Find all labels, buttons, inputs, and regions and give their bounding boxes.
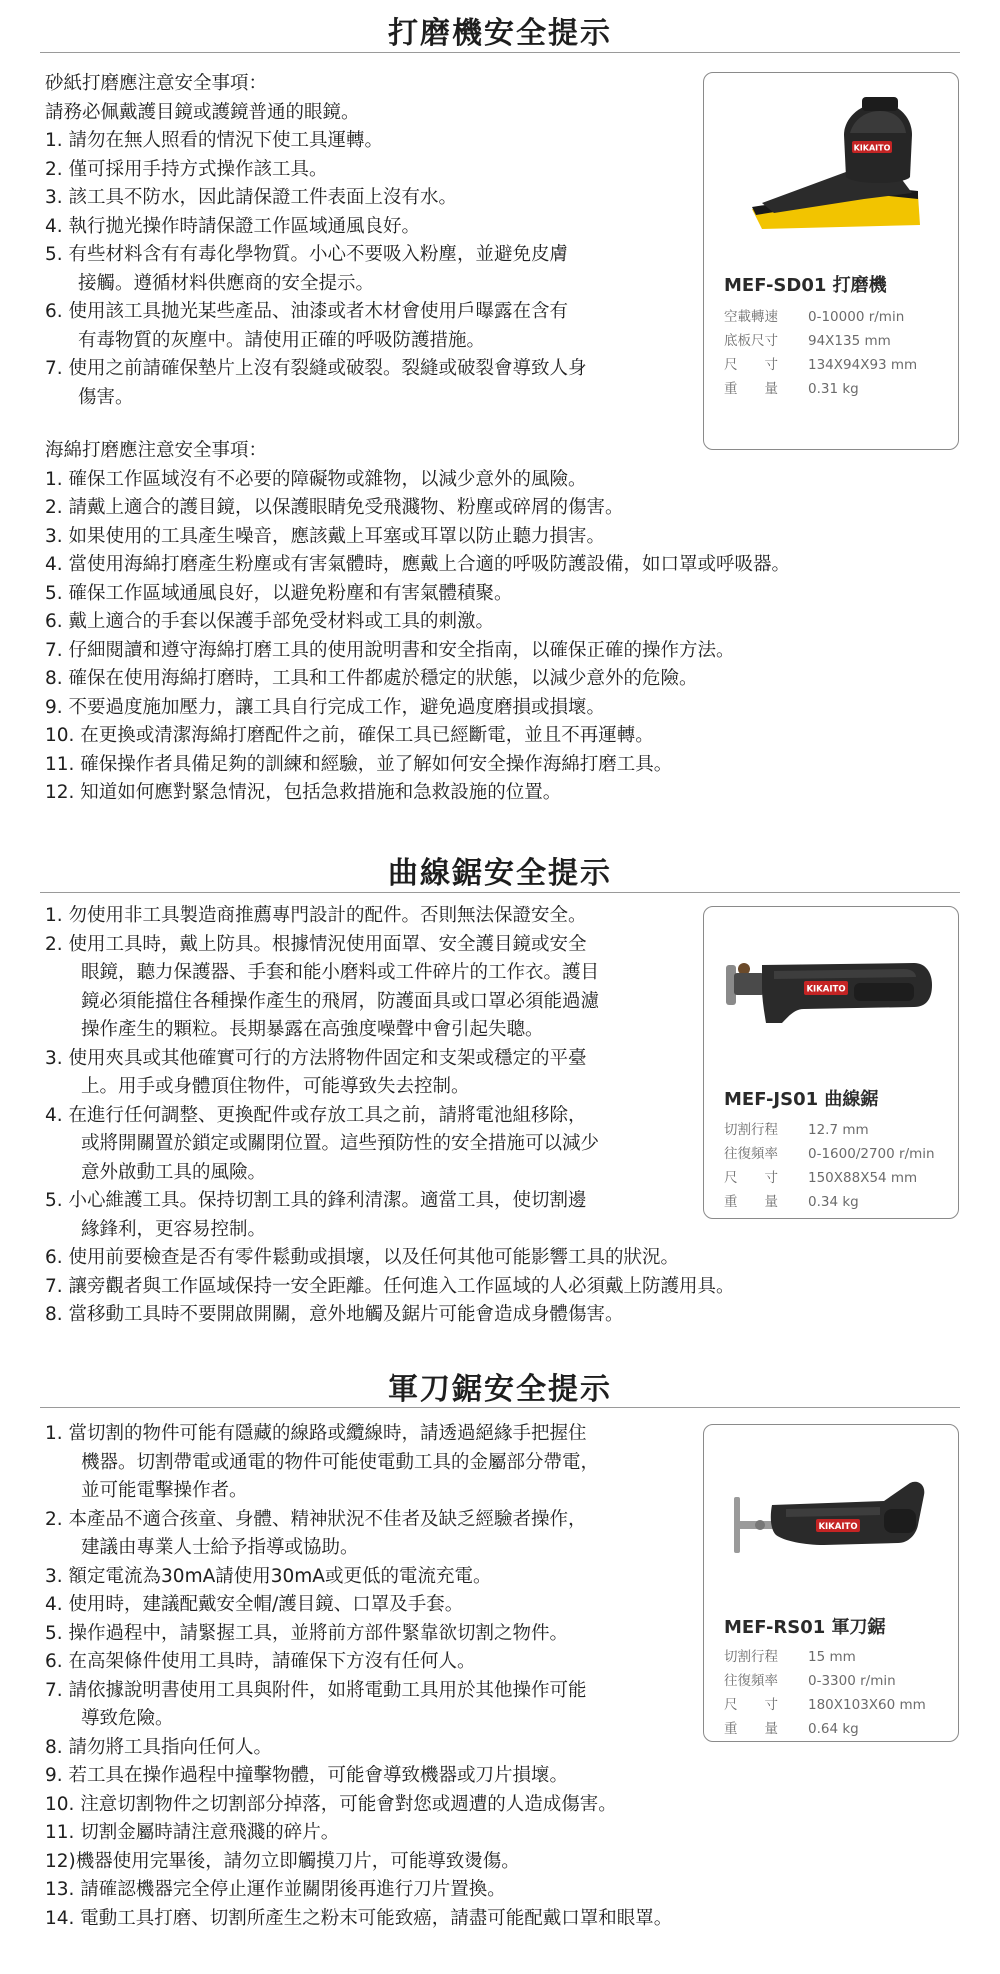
spec-value: 0-1600/2700 r/min [808, 1146, 935, 1162]
notes-heading: 海綿打磨應注意安全事項： [45, 440, 268, 461]
note-line: 意外啟動工具的風險。 [81, 1161, 267, 1183]
note-line: 7. 請依據說明書使用工具與附件，如將電動工具用於其他操作可能 [45, 1679, 587, 1701]
spec-card-jigsaw [703, 906, 959, 1219]
note-line: 1. 請勿在無人照看的情況下使工具運轉。 [45, 130, 384, 151]
reciprocating-saw-notes [45, 1420, 672, 1933]
note-line: 7. 讓旁觀者與工作區域保持一安全距離。任何進入工作區域的人必須戴上防護用具。 [45, 1275, 735, 1297]
spec-label: 切割行程 [724, 1122, 778, 1138]
spec-row [724, 1693, 926, 1713]
spec-row [724, 1645, 856, 1665]
jigsaw-notes [45, 902, 735, 1330]
section-title-reciprocating-saw: 軍刀鋸安全提示 [388, 1372, 612, 1407]
spec-value: 134X94X93 mm [808, 357, 918, 373]
note-line: 6. 戴上適合的手套以保護手部免受材料或工具的刺激。 [45, 611, 495, 632]
section-title-jigsaw: 曲線鋸安全提示 [388, 856, 612, 891]
spec-label: 尺 寸 [724, 1170, 778, 1186]
spec-card-reciprocating-saw [703, 1424, 959, 1742]
note-line: 7. 仔細閱讀和遵守海綿打磨工具的使用說明書和安全指南，以確保正確的操作方法。 [45, 639, 735, 661]
spec-label: 切割行程 [724, 1649, 778, 1665]
note-line: 6. 使用前要檢查是否有零件鬆動或損壞，以及任何其他可能影響工具的狀況。 [45, 1247, 680, 1268]
note-line: 並可能電擊操作者。 [81, 1480, 248, 1501]
note-line: 6. 在高架條件使用工具時，請確保下方沒有任何人。 [45, 1651, 476, 1672]
note-line: 1. 勿使用非工具製造商推薦專門設計的配件。否則無法保證安全。 [45, 905, 587, 926]
note-line: 1. 當切割的物件可能有隱藏的線路或纜線時，請透過絕緣手把握住 [45, 1423, 587, 1444]
spec-label: 空載轉速 [724, 309, 778, 325]
note-line: 2. 僅可採用手持方式操作該工具。 [45, 158, 328, 180]
note-line: 4. 使用時，建議配戴安全帽/護目鏡、口罩及手套。 [45, 1594, 464, 1615]
section-title-sander: 打磨機安全提示 [388, 16, 612, 51]
model-name: MEF-JS01 曲線鋸 [724, 1089, 879, 1110]
note-line: 上。用手或身體頂住物件，可能導致失去控制。 [81, 1076, 470, 1097]
jigsaw-product-image [704, 907, 960, 1067]
note-line: 6. 使用該工具拋光某些產品、油漆或者木材會使用戶曝露在含有 [45, 301, 569, 322]
spec-row [724, 1669, 896, 1689]
spec-label: 尺 寸 [724, 1697, 778, 1713]
note-line: 眼鏡，聽力保護器、手套和能小磨料或工件碎片的工作衣。護目 [81, 962, 600, 983]
spec-row [724, 1190, 859, 1210]
spec-label: 底板尺寸 [724, 333, 778, 349]
note-line: 12. 知道如何應對緊急情況，包括急救措施和急救設施的位置。 [45, 782, 562, 803]
note-line: 5. 小心維護工具。保持切割工具的鋒利清潔。適當工具，使切割邊 [45, 1190, 587, 1211]
notes-heading: 砂紙打磨應注意安全事項： [45, 73, 268, 94]
note-line: 操作產生的顆粒。長期暴露在高強度噪聲中會引起失聰。 [81, 1019, 544, 1040]
note-line: 11. 切割金屬時請注意飛濺的碎片。 [45, 1822, 340, 1843]
note-line: 10. 在更換或清潔海綿打磨配件之前，確保工具已經斷電，並且不再運轉。 [45, 725, 654, 746]
spec-value: 0.64 kg [808, 1721, 859, 1737]
spec-value: 150X88X54 mm [808, 1170, 918, 1186]
note-line: 3. 額定電流為30mA請使用30mA或更低的電流充電。 [45, 1565, 492, 1587]
note-line: 鏡必須能擋住各種操作產生的飛屑，防護面具或口罩必須能過濾 [81, 990, 600, 1012]
spec-row [724, 1717, 859, 1737]
spec-card-sander [703, 72, 959, 450]
note-line: 導致危險。 [81, 1708, 174, 1729]
note-line: 8. 當移動工具時不要開啟開關，意外地觸及鋸片可能會造成身體傷害。 [45, 1304, 624, 1325]
reciprocating-saw-product-image [704, 1425, 960, 1600]
sander-sandpaper-notes [45, 70, 587, 412]
spec-row [724, 1166, 917, 1186]
note-line: 10. 注意切割物件之切割部分掉落，可能會對您或週遭的人造成傷害。 [45, 1793, 617, 1815]
note-line: 4. 在進行任何調整、更換配件或存放工具之前，請將電池組移除， [45, 1104, 587, 1126]
note-line: 5. 操作過程中，請緊握工具，並將前方部件緊靠欲切割之物件。 [45, 1622, 569, 1644]
note-line: 機器。切割帶電或通電的物件可能使電動工具的金屬部分帶電， [81, 1451, 600, 1473]
spec-value: 0.31 kg [808, 381, 859, 397]
title-divider [40, 1407, 960, 1408]
spec-label: 尺 寸 [724, 357, 778, 373]
note-line: 8. 確保在使用海綿打磨時，工具和工件都處於穩定的狀態，以減少意外的危險。 [45, 668, 698, 689]
spec-label: 重 量 [724, 381, 778, 397]
spec-value: 15 mm [808, 1649, 856, 1665]
spec-value: 180X103X60 mm [808, 1697, 926, 1713]
spec-row [724, 377, 859, 397]
note-line: 9. 若工具在操作過程中撞擊物體，可能會導致機器或刀片損壞。 [45, 1765, 569, 1786]
sander-sponge-notes [45, 437, 790, 808]
spec-value: 0-10000 r/min [808, 309, 905, 325]
spec-row [724, 353, 917, 373]
note-line: 或將開關置於鎖定或關閉位置。這些預防性的安全措施可以減少 [81, 1133, 600, 1154]
note-line: 請務必佩戴護目鏡或護鏡普通的眼鏡。 [45, 101, 360, 123]
note-line: 12)機器使用完畢後，請勿立即觸摸刀片，可能導致燙傷。 [45, 1850, 520, 1872]
spec-value: 94X135 mm [808, 333, 891, 349]
spec-label: 往復頻率 [724, 1673, 778, 1689]
note-line: 3. 該工具不防水，因此請保證工件表面上沒有水。 [45, 187, 458, 208]
note-line: 5. 有些材料含有有毒化學物質。小心不要吸入粉塵，並避免皮膚 [45, 244, 569, 265]
note-line: 4. 執行拋光操作時請保證工作區域通風良好。 [45, 215, 421, 237]
note-line: 建議由專業人士給予指導或協助。 [81, 1537, 359, 1558]
note-line: 有毒物質的灰塵中。請使用正確的呼吸防護措施。 [78, 329, 486, 351]
spec-row [724, 329, 891, 349]
note-line: 3. 使用夾具或其他確實可行的方法將物件固定和支架或穩定的平臺 [45, 1047, 587, 1069]
spec-label: 重 量 [724, 1194, 778, 1210]
note-line: 14. 電動工具打磨、切割所產生之粉末可能致癌，請盡可能配戴口罩和眼罩。 [45, 1907, 673, 1929]
note-line: 7. 使用之前請確保墊片上沒有裂縫或破裂。裂縫或破裂會導致人身 [45, 358, 587, 379]
note-line: 4. 當使用海綿打磨產生粉塵或有害氣體時，應戴上合適的呼吸防護設備，如口罩或呼吸器。 [45, 554, 791, 575]
brand-logo: KIKAITO [853, 143, 891, 153]
note-line: 傷害。 [78, 386, 134, 408]
title-divider [40, 892, 960, 893]
brand-logo: KIKAITO [818, 1521, 858, 1532]
note-line: 13. 請確認機器完全停止運作並關閉後再進行刀片置換。 [45, 1879, 506, 1900]
note-line: 接觸。遵循材料供應商的安全提示。 [78, 272, 375, 294]
model-name: MEF-RS01 軍刀鋸 [724, 1617, 886, 1638]
note-line: 3. 如果使用的工具產生噪音，應該戴上耳塞或耳罩以防止聽力損害。 [45, 525, 606, 547]
spec-value: 0.34 kg [808, 1194, 859, 1210]
spec-value: 0-3300 r/min [808, 1673, 896, 1689]
note-line: 緣鋒利，更容易控制。 [81, 1218, 267, 1240]
note-line: 11. 確保操作者具備足夠的訓練和經驗，並了解如何安全操作海綿打磨工具。 [45, 753, 673, 775]
sander-product-image [704, 73, 960, 253]
note-line: 2. 請戴上適合的護目鏡，以保護眼睛免受飛濺物、粉塵或碎屑的傷害。 [45, 497, 624, 518]
note-line: 9. 不要過度施加壓力，讓工具自行完成工作，避免過度磨損或損壞。 [45, 696, 606, 718]
spec-row [724, 1118, 869, 1138]
spec-value: 12.7 mm [808, 1122, 869, 1138]
note-line: 2. 本產品不適合孩童、身體、精神狀況不佳者及缺乏經驗者操作， [45, 1508, 587, 1530]
note-line: 5. 確保工作區域通風良好，以避免粉塵和有害氣體積聚。 [45, 582, 513, 604]
note-line: 8. 請勿將工具指向任何人。 [45, 1736, 273, 1758]
spec-row [724, 305, 904, 325]
spec-label: 重 量 [724, 1721, 778, 1737]
model-name: MEF-SD01 打磨機 [724, 275, 887, 296]
brand-logo: KIKAITO [806, 984, 846, 995]
note-line: 2. 使用工具時，戴上防具。根據情況使用面罩、安全護目鏡或安全 [45, 933, 587, 955]
spec-row [724, 1142, 935, 1162]
note-line: 1. 確保工作區域沒有不必要的障礙物或雜物，以減少意外的風險。 [45, 468, 587, 490]
spec-label: 往復頻率 [724, 1146, 778, 1162]
title-divider [40, 52, 960, 53]
